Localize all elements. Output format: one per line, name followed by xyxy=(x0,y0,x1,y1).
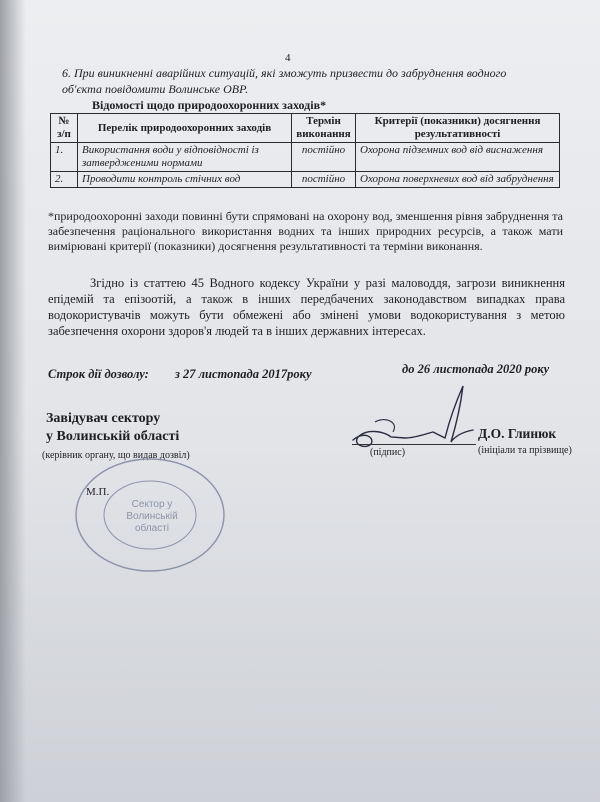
validity-label: Строк дії дозволу: xyxy=(48,367,149,381)
signatory-name: Д.О. Глинюк xyxy=(478,426,557,441)
header-num: № з/п xyxy=(51,114,78,143)
intro-line-1: 6. При виникненні аварійних ситуацій, які зможуть призвести до забруднення водного xyxy=(62,66,507,80)
row-num: 2. xyxy=(51,172,78,188)
table-caption: Відомості щодо природоохоронних заходів* xyxy=(92,98,327,112)
row-criteria: Охорона підземних вод від виснаження xyxy=(356,143,560,172)
table-row xyxy=(51,143,560,172)
signature-caption: (підпис) xyxy=(370,447,406,458)
measures-table xyxy=(50,113,560,188)
table-header-row xyxy=(51,114,560,143)
signature-line xyxy=(352,444,476,445)
row-measure: Проводити контроль стічних вод xyxy=(78,172,292,188)
row-measure: Використання води у відповідності із затвердженими нормами xyxy=(78,143,292,172)
initials-caption: (ініціали та прізвище) xyxy=(478,445,572,456)
row-term: постійно xyxy=(292,143,356,172)
signatory-caption: (керівник органу, що видав дозвіл) xyxy=(42,450,190,461)
water-code-paragraph: Згідно із статтею 45 Водного кодексу України у разі маловоддя, загрози виникнення епідемій та епізоотій, а також в інших передбачених законодавством випадках права водокористувачів можуть бути обмежені або змінені умови водокористування з метою забезпечення охорони здоров'я людей та в інших державних інтересах. xyxy=(48,276,565,338)
row-num: 1. xyxy=(51,143,78,172)
stamp-text-line-1: Сектор у xyxy=(131,499,173,510)
official-stamp xyxy=(66,455,226,577)
header-term: Термін виконання xyxy=(292,114,356,143)
page-number: 4 xyxy=(285,52,291,64)
intro-line-2: об'єкта повідомити Волинське ОВР. xyxy=(62,82,249,96)
header-criteria: Критерії (показники) досягнення результативності xyxy=(356,114,560,143)
table-footnote: *природоохоронні заходи повинні бути спрямовані на охорону вод, зменшення рівня забруднення та забезпечення раціонального використання водних та інших природних ресурсів, а також мати вимірювані критерії (показники) досягнення результативності та терміни виконання. xyxy=(48,209,563,253)
page-shadow xyxy=(0,0,26,802)
signatory-title-line-2: у Волинській області xyxy=(46,429,180,444)
intro-paragraph xyxy=(62,65,562,97)
table-row xyxy=(51,172,560,188)
row-term: постійно xyxy=(292,172,356,188)
stamp-text-line-2: Волинській xyxy=(126,511,178,522)
stamp-text-line-3: області xyxy=(134,523,170,534)
header-list: Перелік природоохоронних заходів xyxy=(78,114,292,143)
stamp-mark: М.П. xyxy=(86,486,110,498)
signatory-title-line-1: Завідувач сектору xyxy=(46,411,161,426)
validity-to: до 26 листопада 2020 року xyxy=(402,362,550,376)
row-criteria: Охорона поверхневих вод від забруднення xyxy=(356,172,560,188)
validity-from: з 27 листопада 2017року xyxy=(175,367,312,381)
